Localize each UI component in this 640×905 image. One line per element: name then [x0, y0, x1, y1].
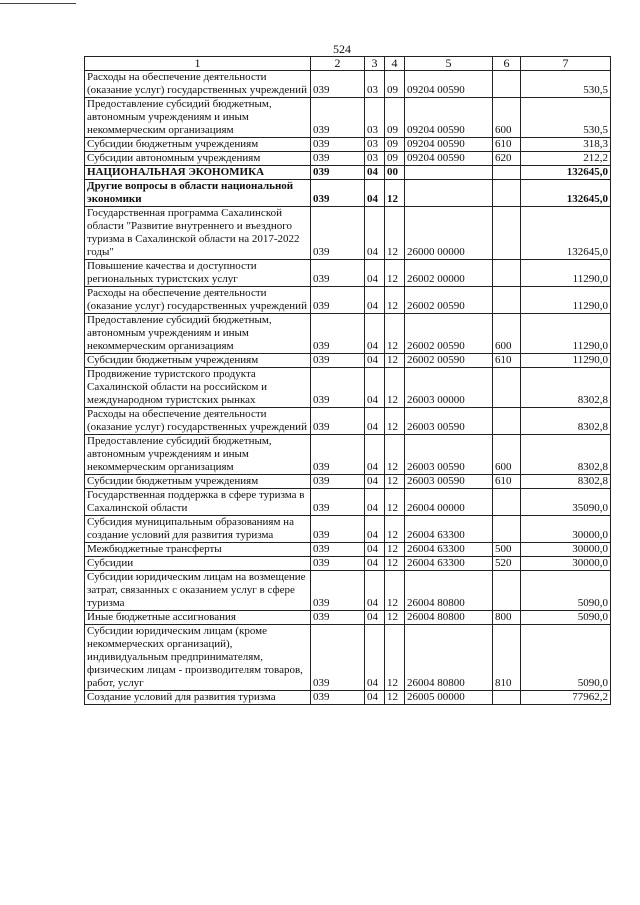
row-name: Субсидии	[85, 557, 311, 571]
row-amount: 5090,0	[521, 611, 611, 625]
row-target-code: 09204 00590	[405, 71, 493, 98]
row-ved-code: 039	[311, 287, 365, 314]
row-subsection-code: 12	[385, 691, 405, 705]
row-section-code: 04	[365, 489, 385, 516]
row-target-code: 26003 00590	[405, 408, 493, 435]
row-name: Предоставление субсидий бюджетным, автономным учреждениям и иным некоммерческим организациям	[85, 435, 311, 475]
row-expense-type: 610	[493, 138, 521, 152]
row-expense-type	[493, 166, 521, 180]
row-name: Расходы на обеспечение деятельности (оказание услуг) государственных учреждений	[85, 71, 311, 98]
table-row	[85, 625, 611, 691]
row-amount: 132645,0	[521, 166, 611, 180]
row-target-code: 26002 00000	[405, 260, 493, 287]
row-ved-code: 039	[311, 98, 365, 138]
row-amount: 5090,0	[521, 625, 611, 691]
row-amount: 35090,0	[521, 489, 611, 516]
row-name: Субсидии автономным учреждениям	[85, 152, 311, 166]
row-subsection-code: 12	[385, 207, 405, 260]
table-row	[85, 368, 611, 408]
row-section-code: 04	[365, 368, 385, 408]
row-ved-code: 039	[311, 152, 365, 166]
row-name: Предоставление субсидий бюджетным, автономным учреждениям и иным некоммерческим организациям	[85, 314, 311, 354]
table-row	[85, 71, 611, 98]
row-target-code: 26004 63300	[405, 557, 493, 571]
row-expense-type: 620	[493, 152, 521, 166]
row-name: Субсидия муниципальным образованиям на создание условий для развития туризма	[85, 516, 311, 543]
table-row	[85, 435, 611, 475]
table-row	[85, 691, 611, 705]
table-row	[85, 260, 611, 287]
row-expense-type	[493, 287, 521, 314]
row-expense-type	[493, 180, 521, 207]
row-section-code: 04	[365, 516, 385, 543]
row-ved-code: 039	[311, 489, 365, 516]
row-expense-type	[493, 260, 521, 287]
row-name: Субсидии бюджетным учреждениям	[85, 354, 311, 368]
column-header: 5	[405, 57, 493, 71]
row-ved-code: 039	[311, 180, 365, 207]
table-row	[85, 314, 611, 354]
row-section-code: 03	[365, 152, 385, 166]
row-target-code: 26004 63300	[405, 516, 493, 543]
row-amount: 530,5	[521, 98, 611, 138]
header-rule	[0, 3, 76, 4]
table-row	[85, 516, 611, 543]
row-section-code: 04	[365, 435, 385, 475]
row-section-code: 04	[365, 408, 385, 435]
row-ved-code: 039	[311, 516, 365, 543]
row-expense-type: 610	[493, 475, 521, 489]
row-ved-code: 039	[311, 557, 365, 571]
row-subsection-code: 12	[385, 625, 405, 691]
row-ved-code: 039	[311, 571, 365, 611]
table-row	[85, 166, 611, 180]
row-subsection-code: 12	[385, 543, 405, 557]
row-name: Расходы на обеспечение деятельности (оказание услуг) государственных учреждений	[85, 287, 311, 314]
table-row	[85, 354, 611, 368]
table-row	[85, 98, 611, 138]
row-ved-code: 039	[311, 166, 365, 180]
column-header: 2	[311, 57, 365, 71]
row-amount: 11290,0	[521, 314, 611, 354]
row-amount: 132645,0	[521, 207, 611, 260]
row-subsection-code: 12	[385, 180, 405, 207]
row-name: Повышение качества и доступности региональных туристских услуг	[85, 260, 311, 287]
row-section-code: 04	[365, 475, 385, 489]
table-row	[85, 475, 611, 489]
row-subsection-code: 09	[385, 138, 405, 152]
table-row	[85, 408, 611, 435]
row-ved-code: 039	[311, 260, 365, 287]
table-row	[85, 207, 611, 260]
row-amount: 77962,2	[521, 691, 611, 705]
row-ved-code: 039	[311, 435, 365, 475]
row-target-code: 09204 00590	[405, 98, 493, 138]
row-subsection-code: 12	[385, 408, 405, 435]
row-expense-type	[493, 691, 521, 705]
row-target-code: 26000 00000	[405, 207, 493, 260]
row-expense-type: 610	[493, 354, 521, 368]
column-header: 3	[365, 57, 385, 71]
row-ved-code: 039	[311, 207, 365, 260]
row-name: Продвижение туристского продукта Сахалинской области на российском и международном туристских рынках	[85, 368, 311, 408]
row-subsection-code: 12	[385, 475, 405, 489]
row-amount: 132645,0	[521, 180, 611, 207]
column-header: 6	[493, 57, 521, 71]
row-target-code	[405, 180, 493, 207]
row-expense-type	[493, 516, 521, 543]
table-row	[85, 287, 611, 314]
row-target-code: 26004 80800	[405, 625, 493, 691]
row-subsection-code: 12	[385, 260, 405, 287]
row-subsection-code: 09	[385, 71, 405, 98]
row-target-code: 26003 00590	[405, 475, 493, 489]
row-expense-type	[493, 368, 521, 408]
row-expense-type: 800	[493, 611, 521, 625]
column-header: 1	[85, 57, 311, 71]
row-section-code: 04	[365, 611, 385, 625]
row-subsection-code: 12	[385, 557, 405, 571]
row-name: Другие вопросы в области национальной экономики	[85, 180, 311, 207]
row-section-code: 04	[365, 314, 385, 354]
row-amount: 318,3	[521, 138, 611, 152]
row-expense-type: 600	[493, 314, 521, 354]
row-ved-code: 039	[311, 368, 365, 408]
row-amount: 11290,0	[521, 260, 611, 287]
row-subsection-code: 12	[385, 516, 405, 543]
row-amount: 11290,0	[521, 287, 611, 314]
column-header: 7	[521, 57, 611, 71]
row-name: Субсидии бюджетным учреждениям	[85, 138, 311, 152]
row-amount: 11290,0	[521, 354, 611, 368]
row-section-code: 04	[365, 287, 385, 314]
row-name: Межбюджетные трансферты	[85, 543, 311, 557]
row-amount: 30000,0	[521, 543, 611, 557]
row-section-code: 04	[365, 691, 385, 705]
row-section-code: 03	[365, 138, 385, 152]
row-ved-code: 039	[311, 543, 365, 557]
row-expense-type	[493, 71, 521, 98]
row-ved-code: 039	[311, 691, 365, 705]
row-target-code: 26004 63300	[405, 543, 493, 557]
row-expense-type	[493, 489, 521, 516]
row-amount: 5090,0	[521, 571, 611, 611]
row-name: Расходы на обеспечение деятельности (оказание услуг) государственных учреждений	[85, 408, 311, 435]
row-ved-code: 039	[311, 138, 365, 152]
row-name: Субсидии юридическим лицам на возмещение затрат, связанных с оказанием услуг в сфере туризма	[85, 571, 311, 611]
row-expense-type	[493, 207, 521, 260]
row-section-code: 04	[365, 571, 385, 611]
row-name: Предоставление субсидий бюджетным, автономным учреждениям и иным некоммерческим организациям	[85, 98, 311, 138]
row-expense-type	[493, 408, 521, 435]
row-section-code: 04	[365, 180, 385, 207]
row-expense-type: 600	[493, 435, 521, 475]
row-amount: 30000,0	[521, 557, 611, 571]
row-name: Государственная поддержка в сфере туризма в Сахалинской области	[85, 489, 311, 516]
row-target-code: 26002 00590	[405, 354, 493, 368]
row-expense-type	[493, 571, 521, 611]
row-expense-type: 810	[493, 625, 521, 691]
row-target-code: 09204 00590	[405, 152, 493, 166]
row-amount: 8302,8	[521, 435, 611, 475]
table-row	[85, 611, 611, 625]
row-subsection-code: 12	[385, 368, 405, 408]
row-name: Субсидии юридическим лицам (кроме некоммерческих организаций), индивидуальным предпринимателям, физическим лицам - производителям товаров, работ, услуг	[85, 625, 311, 691]
column-header: 4	[385, 57, 405, 71]
row-subsection-code: 12	[385, 489, 405, 516]
row-ved-code: 039	[311, 408, 365, 435]
row-subsection-code: 12	[385, 435, 405, 475]
table-row	[85, 557, 611, 571]
row-subsection-code: 12	[385, 287, 405, 314]
row-ved-code: 039	[311, 475, 365, 489]
row-section-code: 04	[365, 354, 385, 368]
row-amount: 8302,8	[521, 475, 611, 489]
row-expense-type: 520	[493, 557, 521, 571]
row-subsection-code: 09	[385, 98, 405, 138]
table-row	[85, 543, 611, 557]
row-target-code	[405, 166, 493, 180]
row-name: Создание условий для развития туризма	[85, 691, 311, 705]
row-expense-type: 600	[493, 98, 521, 138]
row-target-code: 26005 00000	[405, 691, 493, 705]
table-row	[85, 152, 611, 166]
row-ved-code: 039	[311, 625, 365, 691]
row-target-code: 26002 00590	[405, 314, 493, 354]
budget-table	[84, 56, 611, 705]
row-amount: 530,5	[521, 71, 611, 98]
row-subsection-code: 12	[385, 611, 405, 625]
row-expense-type: 500	[493, 543, 521, 557]
row-target-code: 26004 80800	[405, 611, 493, 625]
row-target-code: 26004 00000	[405, 489, 493, 516]
row-name: Государственная программа Сахалинской области "Развитие внутреннего и въездного туризма в Сахалинской области на 2017-2022 годы"	[85, 207, 311, 260]
row-section-code: 03	[365, 98, 385, 138]
row-target-code: 26004 80800	[405, 571, 493, 611]
row-section-code: 04	[365, 260, 385, 287]
row-section-code: 04	[365, 625, 385, 691]
table-row	[85, 489, 611, 516]
row-subsection-code: 00	[385, 166, 405, 180]
table-row	[85, 138, 611, 152]
row-name: Иные бюджетные ассигнования	[85, 611, 311, 625]
row-subsection-code: 12	[385, 314, 405, 354]
row-section-code: 04	[365, 207, 385, 260]
table-row	[85, 571, 611, 611]
row-ved-code: 039	[311, 314, 365, 354]
header-row	[85, 57, 611, 71]
row-amount: 8302,8	[521, 368, 611, 408]
row-target-code: 09204 00590	[405, 138, 493, 152]
row-target-code: 26003 00590	[405, 435, 493, 475]
row-name: Субсидии бюджетным учреждениям	[85, 475, 311, 489]
row-subsection-code: 12	[385, 571, 405, 611]
row-target-code: 26003 00000	[405, 368, 493, 408]
row-target-code: 26002 00590	[405, 287, 493, 314]
row-ved-code: 039	[311, 354, 365, 368]
row-name: НАЦИОНАЛЬНАЯ ЭКОНОМИКА	[85, 166, 311, 180]
row-section-code: 03	[365, 71, 385, 98]
table-row	[85, 180, 611, 207]
row-amount: 212,2	[521, 152, 611, 166]
row-section-code: 04	[365, 166, 385, 180]
row-subsection-code: 12	[385, 354, 405, 368]
row-section-code: 04	[365, 543, 385, 557]
row-amount: 30000,0	[521, 516, 611, 543]
row-ved-code: 039	[311, 71, 365, 98]
row-ved-code: 039	[311, 611, 365, 625]
row-subsection-code: 09	[385, 152, 405, 166]
row-section-code: 04	[365, 557, 385, 571]
page-number: 524	[333, 42, 351, 56]
row-amount: 8302,8	[521, 408, 611, 435]
